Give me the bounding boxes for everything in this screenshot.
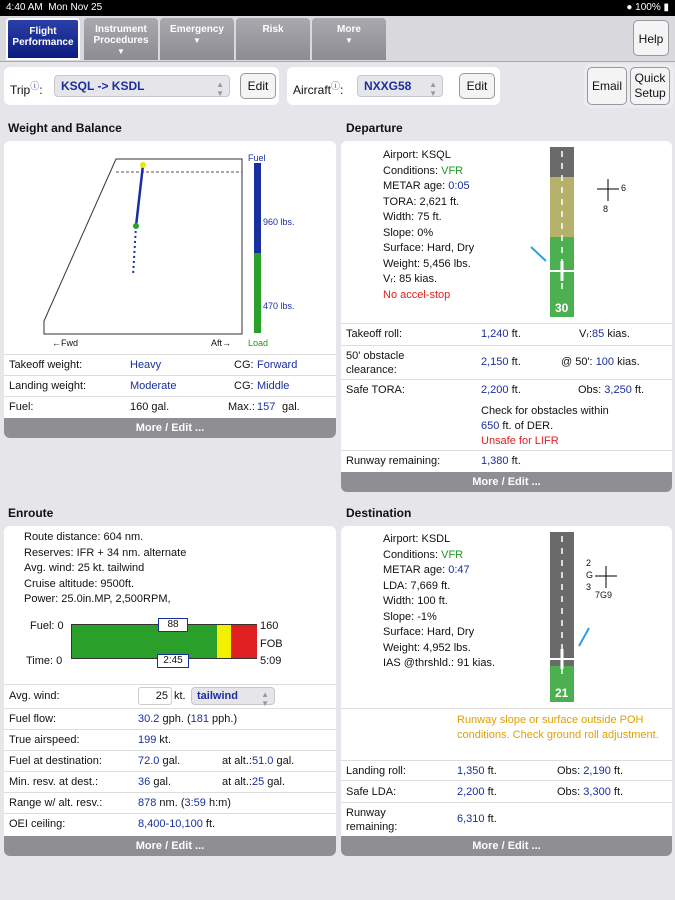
chevron-down-icon: ▼	[345, 36, 353, 45]
row-label: Takeoff roll:	[346, 328, 403, 340]
fuel-dest-value: 72.0 gal.	[138, 755, 181, 767]
wind-b: G	[586, 570, 594, 580]
oei-value: 8,400-10,100 ft.	[138, 818, 216, 830]
aircraft-pill	[287, 67, 500, 105]
status-bar	[0, 0, 675, 16]
chevron-down-icon: ▲ ▼	[261, 690, 269, 708]
metar-text: METAR age: 0:05	[383, 180, 470, 192]
runway-remaining-row	[341, 450, 672, 472]
departure-card	[341, 141, 672, 492]
oei-row	[4, 813, 336, 834]
avg-wind-input[interactable]: 25	[138, 687, 172, 705]
row-value: Moderate	[130, 380, 177, 392]
tab-emergency[interactable]	[160, 18, 234, 60]
obstacle-value: 2,150 ft.	[481, 356, 521, 368]
takeoff-cg-dot	[140, 162, 146, 168]
fuel-dest-row	[4, 750, 336, 771]
unit: kt.	[174, 690, 186, 702]
wind-direction-select[interactable]: tailwind ▲ ▼	[191, 687, 275, 705]
wind-c: 3	[586, 582, 592, 592]
weight-balance-card	[4, 141, 336, 438]
lda-text: LDA: 7,669 ft.	[383, 579, 451, 592]
no-accel-stop-text: No accel-stop	[383, 288, 451, 301]
chevron-down-icon: ▲ ▼	[429, 80, 437, 98]
fwd-label: ←Fwd	[52, 338, 79, 348]
enroute-title: Enroute	[8, 506, 54, 520]
info-icon[interactable]: ⓘ	[331, 81, 341, 91]
tab-label: Instrument Procedures	[93, 24, 149, 46]
row-value: Heavy	[130, 359, 162, 371]
tab-risk[interactable]	[236, 18, 310, 60]
fuel-mid-box: 88	[158, 618, 188, 632]
check-distance: 650 ft. of DER.	[481, 420, 554, 432]
cg-label: CG:	[234, 380, 254, 392]
wind-a: 2	[586, 558, 592, 568]
unsafe-text: Unsafe for LIFR	[481, 435, 559, 447]
action-pill	[584, 64, 674, 108]
row-label: Landing roll:	[346, 765, 406, 777]
safe-lda-value: 2,200 ft.	[457, 786, 497, 798]
fuel-960: 960 lbs.	[263, 217, 295, 227]
obs2-value: Obs: 3,300 ft.	[557, 786, 624, 798]
landing-roll-row	[341, 760, 672, 780]
info-icon[interactable]: ⓘ	[30, 81, 40, 91]
destination-more-edit-button[interactable]: More / Edit ...	[341, 836, 672, 856]
tas-value: 199 kt.	[138, 734, 172, 746]
safe-lda-row	[341, 780, 672, 802]
vr-value: Vᵣ:85 kias.	[579, 328, 630, 340]
range-row	[4, 792, 336, 813]
fuel-axis-label: Fuel: 0	[30, 620, 64, 632]
departure-more-edit-button[interactable]: More / Edit ...	[341, 472, 672, 492]
load-label: Load	[248, 338, 269, 348]
time-end: 5:09	[260, 655, 282, 667]
runway-number: 21	[555, 686, 569, 700]
range-value: 878 nm. (3:59 h:m)	[138, 797, 231, 809]
destination-card	[341, 526, 672, 856]
cg-envelope	[44, 159, 242, 334]
slope-text: Slope: 0%	[383, 226, 434, 239]
row-label: Runway remaining:	[346, 807, 398, 833]
row-label: 50' obstacle clearance:	[346, 350, 405, 376]
tab-label: Flight Performance	[12, 26, 74, 48]
aft-label: Aft→	[211, 338, 232, 348]
cg-path-dotted	[133, 226, 136, 276]
row-label: Fuel flow:	[9, 713, 57, 725]
time-axis-label: Time: 0	[26, 655, 63, 667]
fuel-470: 470 lbs.	[263, 301, 295, 311]
fuel-end: 160	[260, 620, 279, 632]
chevron-down-icon: ▲ ▼	[216, 80, 224, 98]
row-label: Min. resv. at dest.:	[9, 776, 99, 788]
row-value: 160 gal.	[130, 401, 170, 413]
chevron-down-icon: ▼	[193, 36, 201, 45]
weight-text: Weight: 5,456 lbs.	[383, 257, 471, 270]
row-label: Range w/ alt. resv.:	[9, 797, 103, 809]
fuel-reserve-red	[231, 625, 257, 658]
fuel-bar-green	[254, 253, 261, 333]
fuel-reserve-yellow	[217, 625, 231, 658]
obstacle-check	[481, 404, 609, 449]
destination-title: Destination	[346, 506, 412, 520]
status-time: 4:40 AM Mon Nov 25	[6, 2, 103, 13]
row-label: Avg. wind:	[9, 690, 60, 702]
obstacle-row	[341, 345, 672, 379]
row-label: True airspeed:	[9, 734, 80, 746]
toolbar	[0, 62, 675, 108]
at-alt-value: at alt.:51.0 gal.	[222, 755, 295, 767]
landing-cg-dot	[133, 223, 139, 229]
wind-text: Avg. wind: 25 kt. tailwind	[24, 562, 145, 574]
fuel-flow-row	[4, 708, 336, 729]
fob-label: FOB	[260, 638, 283, 650]
aircraft-edit-button[interactable]: Edit	[459, 73, 495, 99]
wind-head: 6	[621, 183, 627, 193]
airport-text: Airport: KSQL	[383, 149, 451, 161]
quick-setup-button[interactable]: Quick Setup	[630, 67, 670, 105]
power-text: Power: 25.0in.MP, 2,500RPM,	[24, 593, 171, 605]
width-text: Width: 75 ft.	[383, 211, 442, 223]
route-text: Route distance: 604 nm.	[24, 531, 144, 543]
runway-remaining-value: 6,310 ft.	[457, 813, 497, 825]
safe-tora-row	[341, 379, 672, 401]
help-button[interactable]: Help	[633, 20, 669, 56]
fuel-bar-blue	[254, 163, 261, 253]
fuel-row	[4, 396, 336, 417]
tab-label: Risk	[262, 24, 284, 35]
row-label: Fuel at destination:	[9, 755, 102, 767]
check-text: Check for obstacles within	[481, 405, 609, 417]
wb-more-edit-button[interactable]: More / Edit ...	[4, 418, 336, 438]
arrow-icon	[531, 247, 546, 261]
chevron-down-icon: ▼	[117, 47, 125, 56]
width-text: Width: 100 ft.	[383, 595, 448, 607]
tab-label: Emergency	[170, 24, 224, 35]
status-battery: ● 100% ▮	[626, 2, 669, 13]
slope-text: Slope: -1%	[383, 610, 437, 623]
warning-text: Runway slope or surface outside POH conditions. Check ground roll adjustment.	[457, 714, 659, 741]
cg-value: Middle	[257, 380, 290, 392]
conditions-text: Conditions: VFR	[383, 548, 464, 561]
cg-value: Forward	[257, 359, 298, 371]
at50-value: @ 50': 100 kias.	[561, 356, 640, 368]
wind-d: 7G9	[595, 590, 613, 600]
row-label: Safe TORA:	[346, 384, 405, 396]
vr-text: Vᵣ: 85 kias.	[383, 273, 437, 285]
tas-row	[4, 729, 336, 750]
tab-flight-performance[interactable]	[6, 18, 80, 60]
enroute-more-edit-button[interactable]: More / Edit ...	[4, 836, 336, 856]
obs1-value: Obs: 2,190 ft.	[557, 765, 624, 777]
landing-weight-row	[4, 375, 336, 396]
runway-number: 30	[555, 301, 569, 315]
row-label: Safe LDA:	[346, 786, 397, 798]
aircraft-label: Aircraftⓘ:	[293, 81, 344, 97]
cg-path-line	[136, 165, 143, 226]
tab-more[interactable]	[312, 18, 386, 60]
tab-instrument-procedures[interactable]	[84, 18, 158, 60]
reserves-text: Reserves: IFR + 34 nm. alternate	[24, 546, 187, 559]
runway-remaining-value: 1,380 ft.	[481, 455, 521, 467]
cg-envelope-chart	[4, 141, 336, 351]
max-unit: gal.	[282, 401, 300, 413]
airport-text: Airport: KSDL	[383, 533, 451, 545]
row-label: Fuel:	[9, 401, 34, 413]
trip-pill	[4, 67, 279, 105]
tab-bar	[0, 16, 675, 62]
metar-text: METAR age: 0:47	[383, 564, 470, 576]
takeoff-roll-row	[341, 323, 672, 345]
fuel-label: Fuel	[248, 153, 266, 163]
row-label: Landing weight:	[9, 380, 87, 392]
cg-label: CG:	[234, 359, 254, 371]
takeoff-weight-row	[4, 354, 336, 375]
at-alt2-value: at alt.:25 gal.	[222, 776, 286, 788]
tora-text: TORA: 2,621 ft.	[383, 195, 460, 208]
aircraft-select[interactable]: NXXG58 ▲ ▼	[357, 75, 443, 97]
row-label: OEI ceiling:	[9, 818, 66, 830]
enroute-info	[24, 530, 186, 608]
row-label: Runway remaining:	[346, 455, 441, 467]
fuel-flow-value: 30.2 gph. (181 pph.)	[138, 713, 238, 725]
landing-roll-value: 1,350 ft.	[457, 765, 497, 777]
departure-runway-diagram	[341, 141, 672, 321]
surface-text: Surface: Hard, Dry	[383, 242, 475, 254]
wind-cross: 8	[603, 204, 609, 214]
obs-value: Obs: 3,250 ft.	[578, 384, 645, 396]
departure-title: Departure	[346, 121, 403, 135]
enroute-card	[4, 526, 336, 856]
ias-text: IAS @thrshld.: 91 kias.	[383, 657, 496, 669]
row-label: Takeoff weight:	[9, 359, 83, 371]
max-value: 157	[257, 401, 276, 413]
min-resv-value: 36 gal.	[138, 776, 172, 788]
conditions-text: Conditions: VFR	[383, 164, 464, 177]
destination-runway-diagram	[341, 526, 672, 706]
avg-wind-row	[4, 684, 336, 708]
weight-balance-title: Weight and Balance	[8, 121, 122, 135]
warning-row	[341, 708, 672, 760]
arrow-icon	[579, 628, 589, 646]
safe-tora-value: 2,200 ft.	[481, 384, 521, 396]
time-mid-box: 2:45	[157, 654, 189, 668]
trip-edit-button[interactable]: Edit	[240, 73, 276, 99]
takeoff-roll-value: 1,240 ft.	[481, 328, 521, 340]
dest-runway-remaining-row	[341, 802, 672, 836]
email-button[interactable]: Email	[587, 67, 627, 105]
trip-label: Tripⓘ:	[10, 81, 43, 97]
trip-select[interactable]: KSQL -> KSDL ▲ ▼	[54, 75, 230, 97]
tab-label: More	[337, 24, 361, 35]
max-label: Max.:	[228, 401, 255, 413]
min-resv-row	[4, 771, 336, 792]
weight-text: Weight: 4,952 lbs.	[383, 641, 471, 654]
cruise-text: Cruise altitude: 9500ft.	[24, 577, 135, 590]
surface-text: Surface: Hard, Dry	[383, 626, 475, 638]
